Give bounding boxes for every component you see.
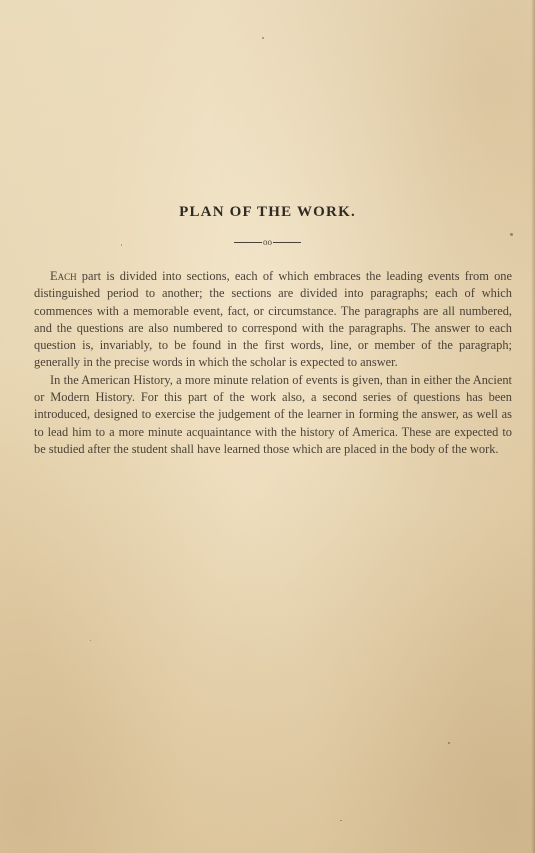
paper-speck [340, 820, 342, 821]
paper-speck [90, 640, 91, 641]
paragraph-2: In the American History, a more minute relation of events is given, than in either the Ancient or Modern History. For this part of the work also, a second series of questions has been introduced, designed to exercise the judgement of the learner in forming the answer, as well as to lead him to a more minute acquaintance with the history of America. These are expected to be studied after the student shall have learned those which are placed in the body of the work. [34, 372, 512, 456]
body-text [34, 268, 512, 458]
page-title: PLAN OF THE WORK. [179, 204, 356, 220]
paper-speck [121, 244, 122, 246]
paper-speck [262, 37, 264, 39]
paragraph-1-text: part is divided into sections, each of which embraces the leading events from one distinguished period to another; the sections are divided into paragraphs; each of which commences with a memorable event, fact, or circumstance. The paragraphs are all numbered, and the questions are also numbered to correspond with the paragraphs. The answer to each question is, invariably, to be found in the first words, line, or member of the paragraph; generally in the precise words in which the scholar is expected to answer. [34, 269, 512, 370]
ornament-rule-right [273, 242, 301, 243]
title-ornament [0, 237, 535, 247]
paper-speck [448, 742, 450, 744]
ornament-rule-left [234, 242, 262, 243]
paragraph-1 [34, 268, 512, 372]
paragraph-1-lead-word: Each [50, 269, 77, 283]
paper-speck [510, 233, 513, 236]
ornament-dots: oo [263, 237, 272, 248]
